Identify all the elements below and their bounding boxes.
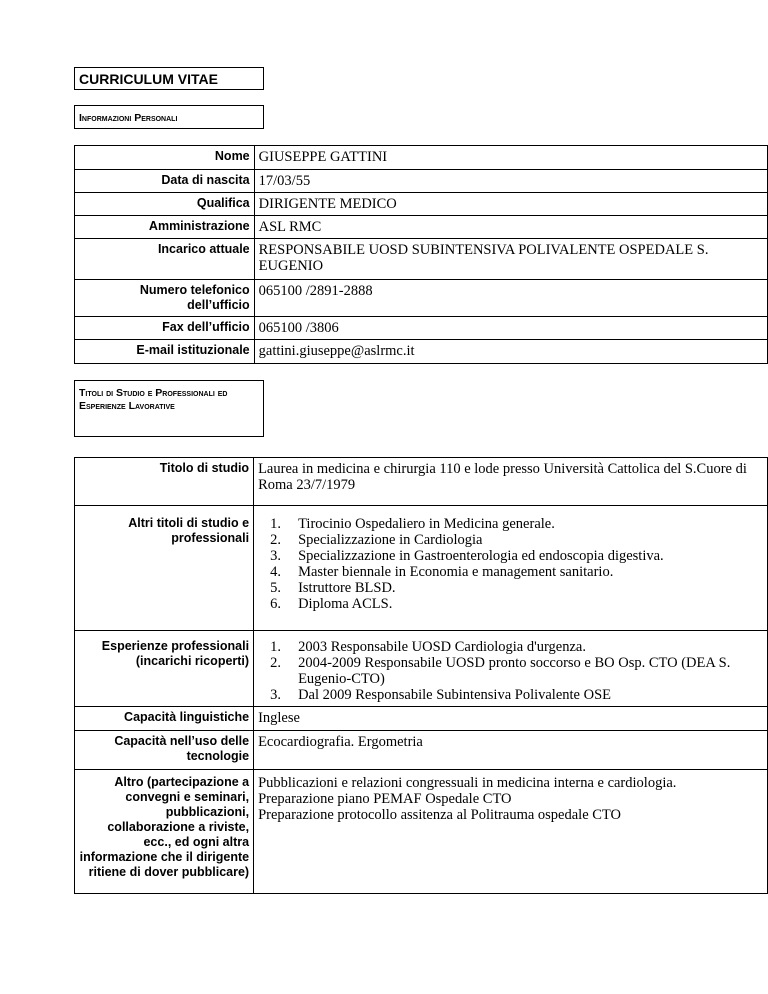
table-row (75, 280, 768, 317)
list-item: 3. Specializzazione in Gastroenterologia ed endoscopia digestiva. (270, 548, 664, 564)
table-row (75, 707, 768, 731)
languages-value: Inglese (254, 707, 768, 731)
table-row (75, 458, 768, 506)
birthdate-label: Data di nascita (75, 170, 255, 193)
education-table (74, 457, 768, 894)
technologies-value: Ecocardiografia. Ergometria (254, 731, 768, 770)
table-row (75, 770, 768, 894)
list-item: 4. Master biennale in Economia e management sanitario. (270, 564, 614, 580)
table-row (75, 340, 768, 364)
languages-label: Capacità linguistiche (75, 707, 254, 731)
list-item: 3. Dal 2009 Responsabile Subintensiva Polivalente OSE (270, 687, 612, 703)
email-value: gattini.giuseppe@aslrmc.it (254, 340, 767, 364)
experience-value (254, 631, 768, 707)
other-info-line: Preparazione protocollo assitenza al Politrauma ospedale CTO (258, 807, 622, 823)
qualification-value: DIRIGENTE MEDICO (254, 193, 767, 216)
list-item: 1. Tirocinio Ospedaliero in Medicina generale. (270, 516, 555, 532)
list-item: 2. Specializzazione in Cardiologia (270, 532, 483, 548)
name-label: Nome (75, 146, 255, 170)
table-row (75, 317, 768, 340)
section-heading-education: Titoli di Studio e Professionali ed Esperienze Lavorative (74, 380, 264, 437)
table-row (75, 146, 768, 170)
office-phone-value: 065100 /2891-2888 (254, 280, 767, 317)
office-fax-value: 065100 /3806 (254, 317, 767, 340)
email-label: E-mail istituzionale (75, 340, 255, 364)
table-row (75, 216, 768, 239)
list-item: 2. 2004-2009 Responsabile UOSD pronto soccorso e BO Osp. CTO (DEA S. Eugenio-CTO) (270, 655, 731, 687)
other-info-value (254, 770, 768, 894)
degree-label: Titolo di studio (75, 458, 254, 506)
experience-label: Esperienze professionali (incarichi ricoperti) (75, 631, 254, 707)
other-info-line: Pubblicazioni e relazioni congressuali in medicina interna e cardiologia. (258, 775, 677, 791)
office-fax-label: Fax dell’ufficio (75, 317, 255, 340)
technologies-label: Capacità nell’uso delle tecnologie (75, 731, 254, 770)
list-item: 1. 2003 Responsabile UOSD Cardiologia d'urgenza. (270, 639, 586, 655)
current-role-value: RESPONSABILE UOSD SUBINTENSIVA POLIVALENTE OSPEDALE S. EUGENIO (254, 239, 767, 280)
office-phone-label: Numero telefonico dell’ufficio (75, 280, 255, 317)
other-titles-list (258, 516, 763, 612)
name-value: GIUSEPPE GATTINI (254, 146, 767, 170)
degree-value: Laurea in medicina e chirurgia 110 e lode presso Università Cattolica del S.Cuore di Roma 23/7/1979 (254, 458, 768, 506)
other-info-line: Preparazione piano PEMAF Ospedale CTO (258, 791, 512, 807)
table-row (75, 631, 768, 707)
list-item: 6. Diploma ACLS. (270, 596, 393, 612)
section-heading-personal: Informazioni Personali (74, 105, 264, 129)
other-titles-value (254, 506, 768, 631)
administration-label: Amministrazione (75, 216, 255, 239)
table-row (75, 731, 768, 770)
cv-title: CURRICULUM VITAE (74, 67, 264, 90)
other-info-label: Altro (partecipazione a convegni e seminari, pubblicazioni, collaborazione a riviste, ecc., ed ogni altra informazione che il dirigente ritiene di dover pubblicare) (75, 770, 254, 894)
table-row (75, 193, 768, 216)
table-row (75, 170, 768, 193)
administration-value: ASL RMC (254, 216, 767, 239)
personal-info-table (74, 145, 768, 364)
current-role-label: Incarico attuale (75, 239, 255, 280)
table-row (75, 239, 768, 280)
table-row (75, 506, 768, 631)
experience-list (258, 639, 763, 703)
other-titles-label: Altri titoli di studio e professionali (75, 506, 254, 631)
qualification-label: Qualifica (75, 193, 255, 216)
list-item: 5. Istruttore BLSD. (270, 580, 396, 596)
birthdate-value: 17/03/55 (254, 170, 767, 193)
